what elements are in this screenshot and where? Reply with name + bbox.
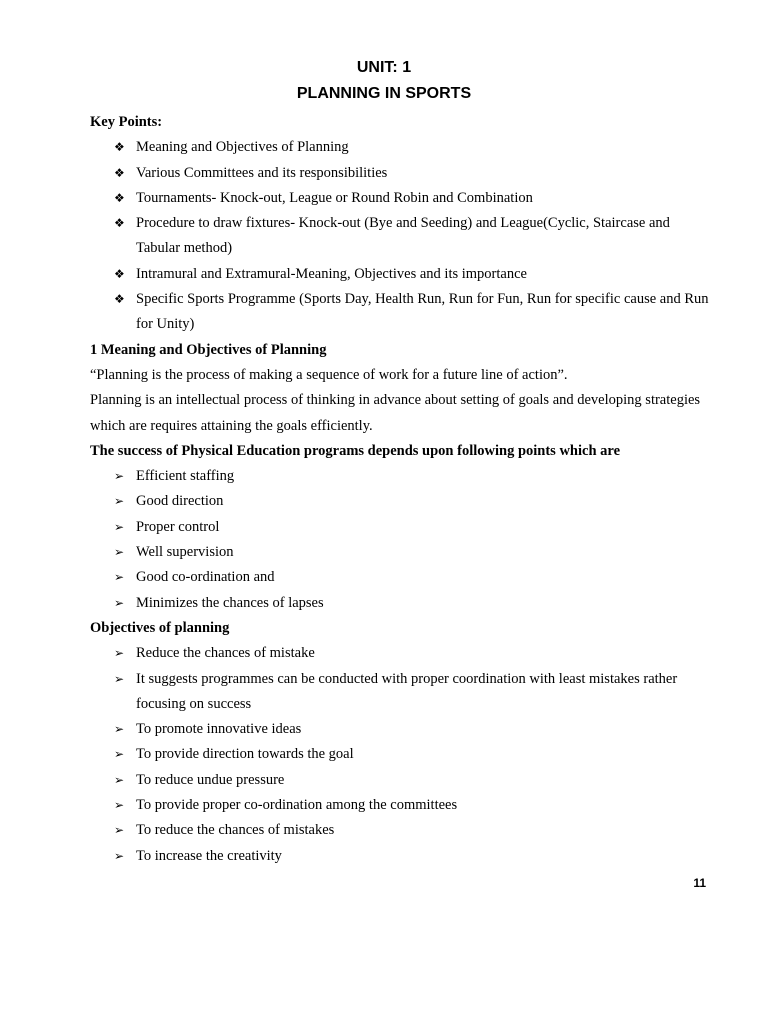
list-item: ➢ Efficient staffing: [90, 464, 710, 489]
list-item: ➢ Reduce the chances of mistake: [90, 641, 710, 666]
list-item: ❖ Procedure to draw fixtures- Knock-out (Bye and Seeding) and League(Cyclic, Staircase and Tabular method): [90, 211, 710, 262]
definition-quote: “Planning is the process of making a sequence of work for a future line of action”.: [90, 366, 568, 383]
list-item: ❖ Intramural and Extramural-Meaning, Objectives and its importance: [90, 262, 710, 287]
diamond-bullet-icon: ❖: [114, 165, 125, 180]
arrowhead-bullet-icon: ➢: [114, 671, 125, 686]
success-points-list: [90, 464, 710, 616]
success-heading: The success of Physical Education programs depends upon following points which are: [90, 442, 621, 459]
objectives-heading: Objectives of planning: [90, 619, 230, 636]
arrowhead-bullet-icon: ➢: [114, 519, 125, 534]
list-item: ❖ Meaning and Objectives of Planning: [90, 135, 710, 160]
arrowhead-bullet-icon: ➢: [114, 722, 125, 737]
definition-text: Planning is an intellectual process of thinking in advance about setting of goals and developing strategies which are requires attaining the goals efficiently.: [90, 392, 701, 434]
key-points-heading: Key Points:: [90, 114, 163, 130]
diamond-bullet-icon: ❖: [114, 292, 125, 307]
list-item: ➢ To reduce the chances of mistakes: [90, 818, 710, 843]
list-item: ➢ Proper control: [90, 515, 710, 540]
section-heading: 1 Meaning and Objectives of Planning: [90, 341, 327, 358]
arrowhead-bullet-icon: ➢: [114, 798, 125, 813]
arrowhead-bullet-icon: ➢: [114, 494, 125, 509]
objectives-list: [90, 641, 710, 869]
list-item: ➢ To provide proper co-ordination among the committees: [90, 793, 710, 818]
list-item: ➢ To promote innovative ideas: [90, 717, 710, 742]
document-body: [90, 110, 710, 869]
diamond-bullet-icon: ❖: [114, 266, 125, 281]
list-item: ➢ Good direction: [90, 489, 710, 514]
page-number: 11: [693, 876, 706, 890]
arrowhead-bullet-icon: ➢: [114, 469, 125, 484]
diamond-bullet-icon: ❖: [114, 216, 125, 231]
arrowhead-bullet-icon: ➢: [114, 570, 125, 585]
arrowhead-bullet-icon: ➢: [114, 595, 125, 610]
page-title: PLANNING IN SPORTS: [296, 85, 472, 102]
key-points-list: [90, 135, 710, 337]
list-item: ❖ Tournaments- Knock-out, League or Round Robin and Combination: [90, 186, 710, 211]
arrowhead-bullet-icon: ➢: [114, 823, 125, 838]
list-item: ➢ To reduce undue pressure: [90, 768, 710, 793]
list-item: ➢ To provide direction towards the goal: [90, 742, 710, 767]
diamond-bullet-icon: ❖: [114, 190, 125, 205]
list-item: ➢ To increase the creativity: [90, 844, 710, 869]
arrowhead-bullet-icon: ➢: [114, 545, 125, 560]
list-item: ➢ Well supervision: [90, 540, 710, 565]
list-item: ➢ Minimizes the chances of lapses: [90, 591, 710, 616]
arrowhead-bullet-icon: ➢: [114, 646, 125, 661]
arrowhead-bullet-icon: ➢: [114, 848, 125, 863]
unit-heading: UNIT: 1: [356, 59, 412, 76]
arrowhead-bullet-icon: ➢: [114, 772, 125, 787]
arrowhead-bullet-icon: ➢: [114, 747, 125, 762]
list-item: ➢ It suggests programmes can be conducted with proper coordination with least mistakes rather focusing on success: [90, 667, 710, 718]
list-item: ❖ Specific Sports Programme (Sports Day, Health Run, Run for Fun, Run for specific cause and Run for Unity): [90, 287, 710, 338]
list-item: ❖ Various Committees and its responsibilities: [90, 161, 710, 186]
list-item: ➢ Good co-ordination and: [90, 565, 710, 590]
diamond-bullet-icon: ❖: [114, 140, 125, 155]
